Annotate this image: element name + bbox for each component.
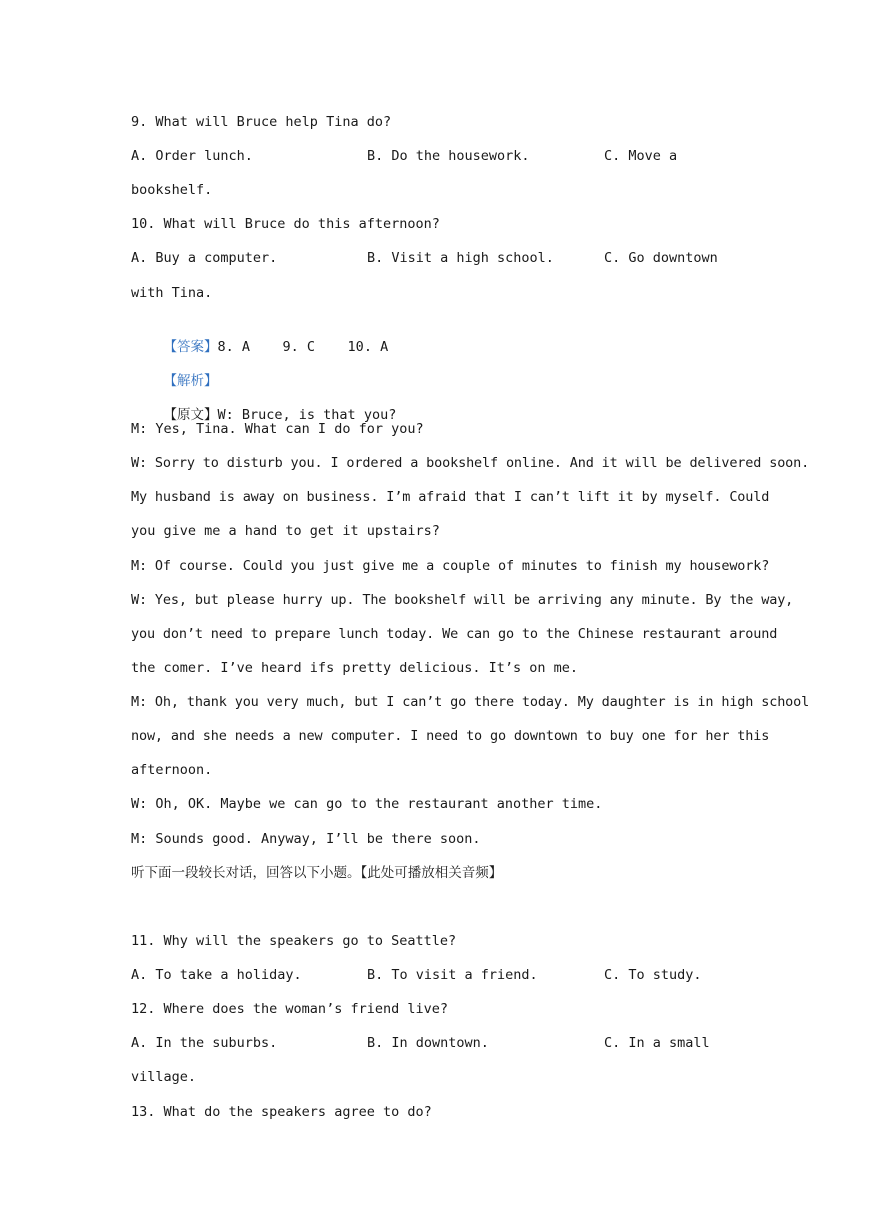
question-12-options [131,1033,738,1053]
question-11: 11. Why will the speakers go to Seattle? [131,933,457,949]
transcript-line: you don’t need to prepare lunch today. We can go to the Chinese restaurant around [131,626,778,642]
transcript-line: afternoon. [131,762,213,778]
analysis-tag: 【解析】 [163,373,218,389]
transcript-line: M: Of course. Could you just give me a couple of minutes to finish my housework? [131,558,770,574]
option-c: C. Go downtown [604,250,718,266]
option-c-continuation: village. [131,1069,197,1085]
transcript-line: the comer. I’ve heard ifs pretty delicious. It’s on me. [131,660,579,676]
transcript-line: now, and she needs a new computer. I need to go downtown to buy one for her this [131,728,770,744]
question-10: 10. What will Bruce do this afternoon? [131,216,440,232]
transcript-line [131,385,738,423]
analysis-line [131,351,738,389]
question-11-options [131,965,738,985]
option-c-continuation: bookshelf. [131,182,213,198]
transcript-line: W: Oh, OK. Maybe we can go to the restaurant another time. [131,796,603,812]
section-instruction: 听下面一段较长对话，回答以下小题。【此处可播放相关音频】 [131,865,503,881]
answer-line [131,317,738,355]
transcript-line: you give me a hand to get it upstairs? [131,523,440,539]
answer-text: 8. A 9. C 10. A [217,339,389,355]
option-b: B. To visit a friend. [367,967,538,983]
option-c-continuation: with Tina. [131,285,213,301]
answer-tag: 【答案】 [163,339,218,355]
transcript-line: M: Oh, thank you very much, but I can’t go there today. My daughter is in high school [131,694,810,710]
question-9: 9. What will Bruce help Tina do? [131,114,392,130]
question-10-options [131,248,738,268]
option-a: A. Buy a computer. [131,250,278,266]
option-c: C. Move a [604,148,678,164]
transcript-line: M: Yes, Tina. What can I do for you? [131,421,424,437]
question-12: 12. Where does the woman’s friend live? [131,1001,448,1017]
option-c: C. In a small [604,1035,710,1051]
option-b: B. Visit a high school. [367,250,554,266]
transcript-line: W: Yes, but please hurry up. The bookshelf will be arriving any minute. By the way, [131,592,794,608]
question-9-options [131,146,738,166]
option-a: A. To take a holiday. [131,967,302,983]
option-b: B. In downtown. [367,1035,489,1051]
question-13: 13. What do the speakers agree to do? [131,1104,432,1120]
option-a: A. Order lunch. [131,148,253,164]
option-c: C. To study. [604,967,702,983]
option-a: A. In the suburbs. [131,1035,278,1051]
transcript-line: M: Sounds good. Anyway, I’ll be there soon. [131,831,481,847]
option-b: B. Do the housework. [367,148,530,164]
transcript-text: W: Bruce, is that you? [217,407,397,423]
transcript-tag: 【原文】 [163,407,218,423]
transcript-line: My husband is away on business. I’m afraid that I can’t lift it by myself. Could [131,489,770,505]
transcript-line: W: Sorry to disturb you. I ordered a bookshelf online. And it will be delivered soon. [131,455,810,471]
